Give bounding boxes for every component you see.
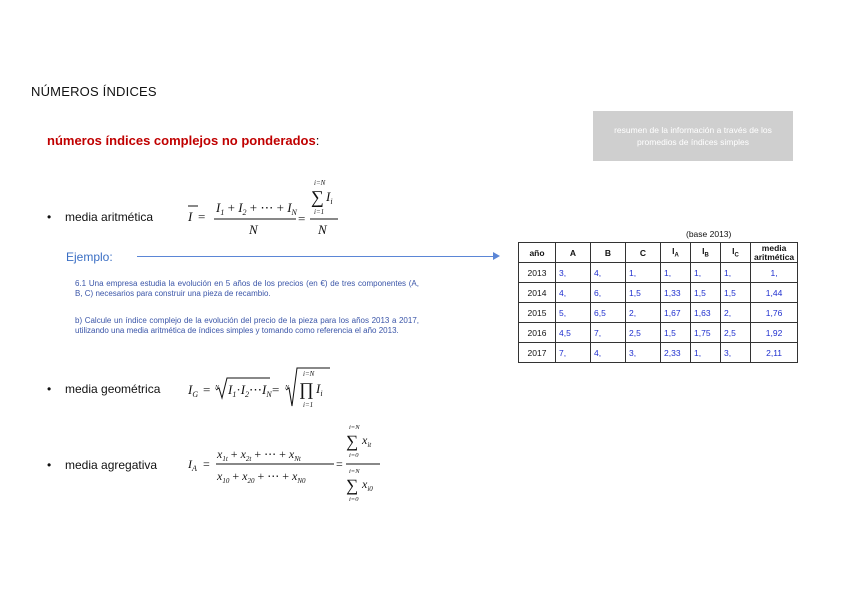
table-header-row: [519, 243, 798, 263]
table-cell: 1,5: [661, 323, 691, 343]
table-cell: 4,: [591, 343, 626, 363]
problem-question: b) Calcule un índice complejo de la evolución del precio de la pieza para los años 2013 a 2017, utilizando una media aritmética de índices simples y tomando como referencia el año 2013.: [75, 316, 419, 335]
table-cell: 5,: [556, 303, 591, 323]
svg-text:=: =: [203, 457, 210, 471]
table-cell: 1,: [691, 263, 721, 283]
bullet-media-agregativa: [47, 458, 157, 472]
bullet-media-aritmetica: [47, 210, 153, 224]
table-cell: 4,5: [556, 323, 591, 343]
table-row: [519, 303, 798, 323]
table-cell: 1,92: [751, 323, 798, 343]
bullet-media-geometrica: [47, 382, 160, 396]
section-subtitle: [47, 133, 319, 148]
table-cell: 2,11: [751, 343, 798, 363]
table-cell: 6,5: [591, 303, 626, 323]
bullet-dot: •: [47, 382, 52, 396]
svg-text:∑: ∑: [346, 476, 359, 495]
svg-text:IG: $I_G$: [188, 382, 199, 399]
svg-text:N: N: [285, 385, 290, 391]
header-b: B: [591, 243, 626, 263]
formula-media-agregativa: [186, 420, 386, 510]
svg-text:i=1: i=1: [303, 401, 314, 409]
table-cell: 1,5: [626, 283, 661, 303]
svg-text:xit: $x_{it}$: [362, 433, 372, 449]
bullet-label-geometrica: media geométrica: [65, 382, 161, 396]
svg-text:=: =: [336, 457, 343, 471]
table-cell: 4,: [591, 263, 626, 283]
table-cell: 6,: [591, 283, 626, 303]
table-cell: 1,5: [691, 283, 721, 303]
svg-text:i=0: i=0: [349, 452, 359, 459]
table-cell: 2,5: [721, 323, 751, 343]
svg-text:x10 + x20 + ⋯ + xN0: $x_{10} + x_{20}$ + ⋯ + $x_{N0}$: [217, 469, 306, 485]
table-cell-year: 2014: [519, 283, 556, 303]
svg-text:=: =: [298, 211, 306, 226]
page-title: NÚMEROS ÍNDICES: [31, 84, 157, 99]
table-cell: 1,5: [721, 283, 751, 303]
svg-text:i=N: i=N: [349, 424, 360, 431]
table-cell: 1,33: [661, 283, 691, 303]
svg-text:IA: $I_A$: [188, 457, 197, 473]
table-cell: 1,: [626, 263, 661, 283]
table-cell: 1,67: [661, 303, 691, 323]
header-ic: $I_C$: [721, 243, 751, 263]
header-c: C: [626, 243, 661, 263]
header-media: media aritmética: [751, 243, 798, 263]
table-row: [519, 263, 798, 283]
ejemplo-label: Ejemplo:: [66, 250, 113, 264]
svg-text:N: N: [318, 222, 327, 237]
svg-text:xi0: $x_{i0}$: [362, 477, 373, 493]
svg-text:=: =: [203, 382, 211, 397]
table-cell: 1,: [751, 263, 798, 283]
svg-text:∏: ∏: [299, 379, 314, 399]
header-a: A: [556, 243, 591, 263]
table-cell: 2,5: [626, 323, 661, 343]
table-cell: 1,76: [751, 303, 798, 323]
bullet-label-agregativa: media agregativa: [65, 458, 158, 472]
table-cell: 1,: [691, 343, 721, 363]
table-row: [519, 283, 798, 303]
svg-text:I: I: [188, 209, 193, 224]
svg-text:I1·I2⋯IN: $I_1\cdot I_2\cdots I_N$: [228, 382, 272, 399]
svg-text:N: N: [249, 222, 258, 237]
table-cell: 1,: [661, 263, 691, 283]
svg-text:i=N: i=N: [303, 370, 315, 378]
svg-text:∑: ∑: [311, 187, 324, 207]
table-cell-year: 2015: [519, 303, 556, 323]
bullet-dot: •: [47, 458, 52, 472]
table-cell: 3,: [721, 343, 751, 363]
svg-text:I1 + I2 + ⋯ + IN: $I_1 + I_2$ + ⋯ + $I_N$: [216, 200, 297, 217]
arrow-line: [137, 256, 495, 257]
table-cell: 1,63: [691, 303, 721, 323]
svg-text:i=0: i=0: [349, 496, 359, 503]
svg-text:Ii: $I_i$: [326, 189, 333, 206]
table-cell: 4,: [556, 283, 591, 303]
formula-media-aritmetica: [186, 176, 346, 240]
svg-text:Ii: $I_i$: [316, 381, 323, 398]
table-cell-year: 2016: [519, 323, 556, 343]
subtitle-text: números índices complejos no ponderados: [47, 133, 316, 148]
table-cell: 2,33: [661, 343, 691, 363]
svg-text:i=N: i=N: [349, 468, 360, 475]
table-cell: 3,: [626, 343, 661, 363]
table-cell: 1,44: [751, 283, 798, 303]
bullet-dot: •: [47, 210, 52, 224]
table-cell: 3,: [556, 263, 591, 283]
subtitle-colon: :: [315, 133, 320, 148]
arrow-head-icon: [493, 252, 500, 260]
info-box: resumen de la información a través de los promedios de índices simples: [593, 111, 793, 161]
svg-text:i=N: i=N: [314, 179, 326, 187]
table-row: [519, 343, 798, 363]
svg-text:=: =: [198, 209, 206, 224]
table-cell: 1,: [721, 263, 751, 283]
index-table: [518, 242, 798, 363]
formula-media-geometrica: [186, 364, 346, 412]
svg-text:i=1: i=1: [314, 208, 325, 216]
header-ia: $I_A$: [661, 243, 691, 263]
svg-text:N: N: [215, 385, 220, 391]
svg-text:x1t + x2t + ⋯ + xNt: $x_{1t} + x_{2t}$ + ⋯ + $x_{Nt}$: [217, 447, 301, 463]
table-row: [519, 323, 798, 343]
table-cell: 7,: [556, 343, 591, 363]
header-ib: $I_B$: [691, 243, 721, 263]
svg-text:=: =: [272, 382, 280, 397]
table-cell: 1,75: [691, 323, 721, 343]
header-ano: año: [519, 243, 556, 263]
table-cell: 2,: [721, 303, 751, 323]
table-cell: 2,: [626, 303, 661, 323]
problem-statement: 6.1 Una empresa estudia la evolución en 5 años de los precios (en €) de tres componentes (A, B, C) necesarios para construir una pieza de recambio.: [75, 279, 419, 298]
table-cell-year: 2017: [519, 343, 556, 363]
svg-text:∑: ∑: [346, 432, 359, 451]
table-base-label: (base 2013): [686, 229, 732, 239]
table-cell: 7,: [591, 323, 626, 343]
bullet-label-aritmetica: media aritmética: [65, 210, 154, 224]
table-cell-year: 2013: [519, 263, 556, 283]
